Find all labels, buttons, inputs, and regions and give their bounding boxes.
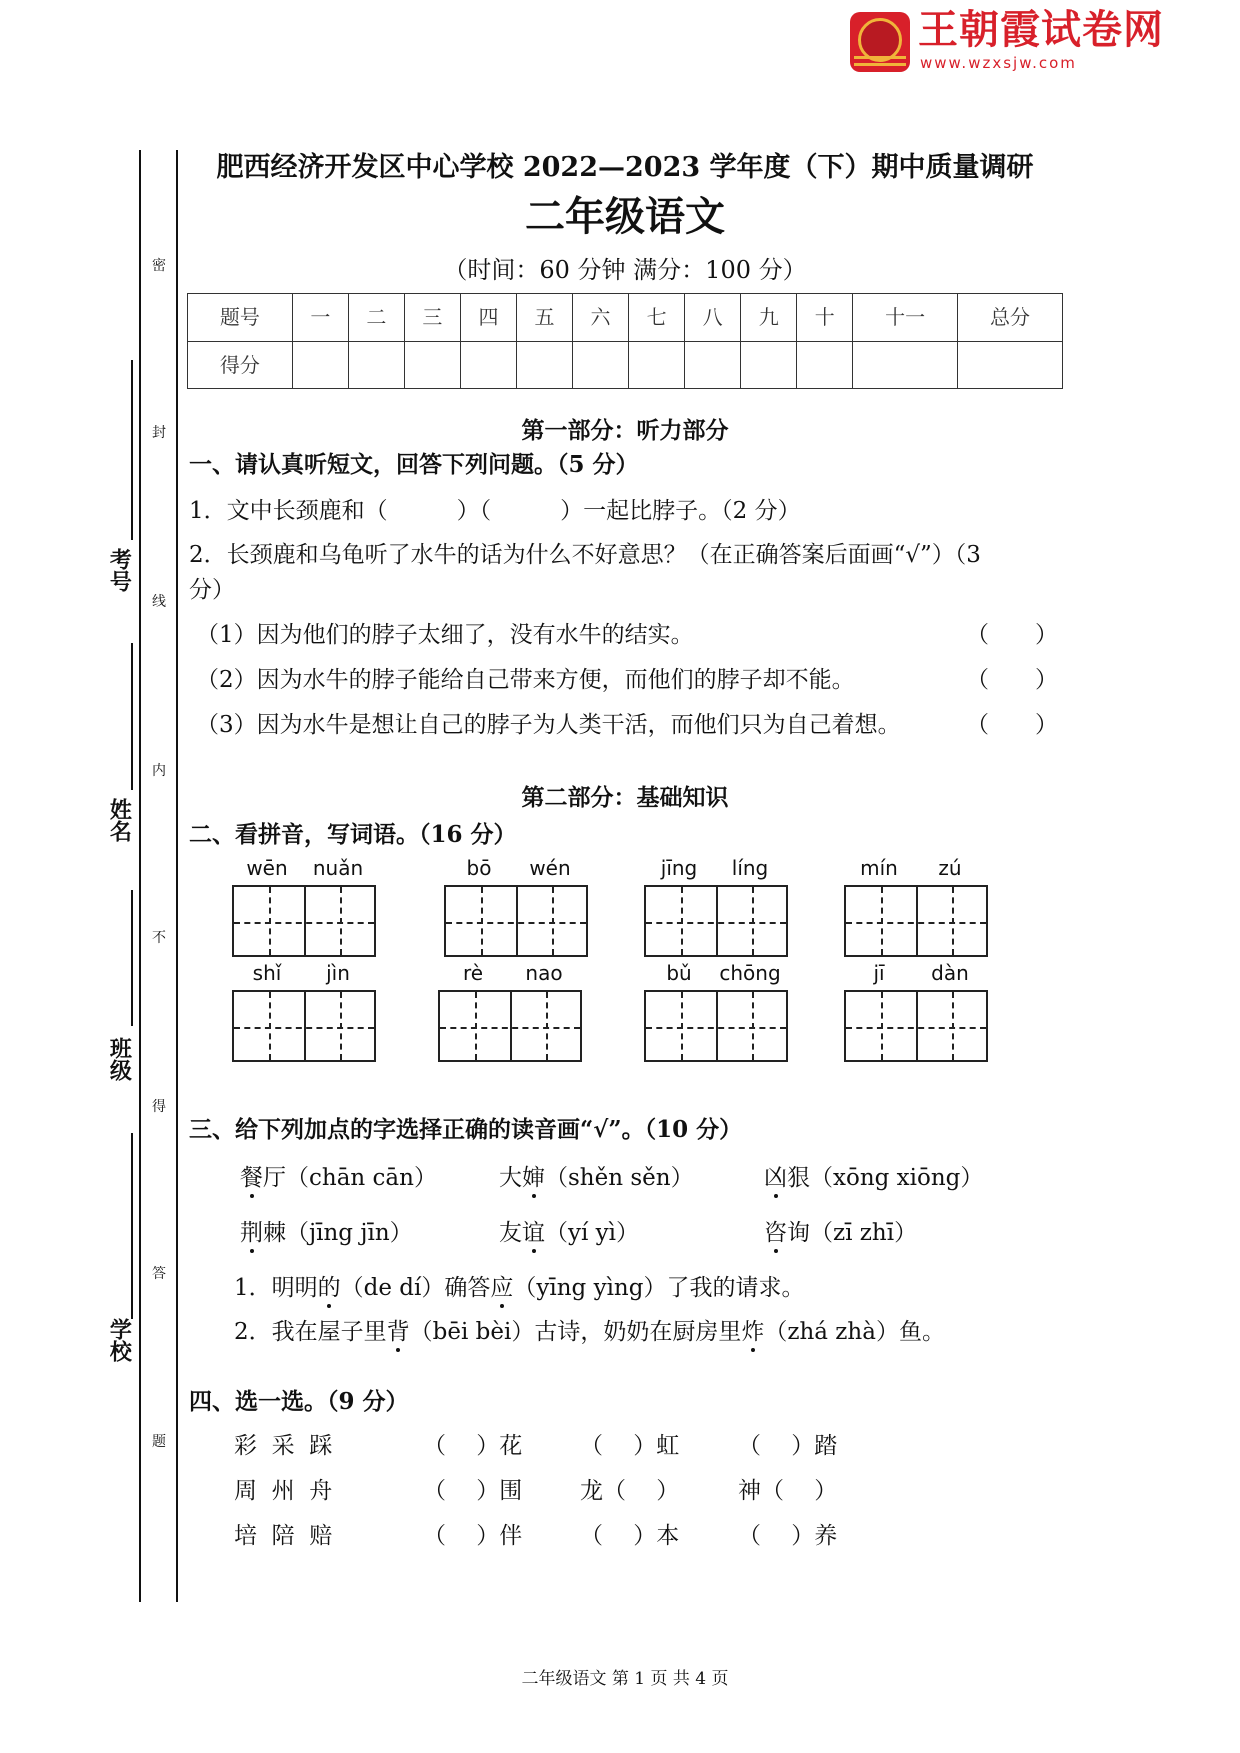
fill-blank[interactable]: （ ）本: [580, 1523, 680, 1549]
pinyin-label: shǐ: [252, 961, 282, 985]
score-table-header-row: [188, 294, 1063, 342]
option-2: （2）因为水牛的脖子能给自己带来方便，而他们的脖子却不能。: [196, 667, 855, 693]
score-table-header-cell: 一: [292, 294, 348, 342]
word-text: （shěn sěn）: [545, 1165, 694, 1191]
writing-box[interactable]: [644, 990, 788, 1062]
underline-exam-no: [131, 360, 133, 540]
question-1: 1．文中长颈鹿和（ ）（ ）一起比脖子。（2 分）: [189, 498, 801, 524]
sentence-text: （yīng yìng）了我的请求。: [513, 1275, 805, 1301]
word-text: 询（zī zhī）: [787, 1220, 918, 1246]
score-cell[interactable]: [797, 341, 853, 389]
writing-box[interactable]: [232, 990, 376, 1062]
section1-title: 一、请认真听短文，回答下列问题。（5 分）: [189, 451, 639, 478]
dotted-char: 咨: [764, 1220, 787, 1246]
pinyin-label: chōng: [719, 961, 781, 985]
fill-blank[interactable]: （ ）踏: [738, 1433, 838, 1459]
score-table-header-cell: 五: [516, 294, 572, 342]
seal-char: 封: [152, 425, 166, 441]
dotted-char: 谊: [522, 1220, 545, 1246]
pronunciation-item: [764, 1165, 983, 1193]
pinyin-label: wén: [529, 856, 571, 880]
score-table: [187, 293, 1063, 389]
underline-class: [131, 890, 133, 1026]
fill-blank[interactable]: （ ）围: [423, 1478, 523, 1504]
underline-name: [131, 643, 133, 790]
answer-paren[interactable]: （ ）: [966, 667, 1058, 693]
score-cell[interactable]: [741, 341, 797, 389]
score-cell[interactable]: [685, 341, 741, 389]
binding-line-inner: [176, 150, 178, 1602]
section2-title: 二、看拼音，写词语。（16 分）: [189, 821, 517, 848]
label-school: 学校: [106, 1318, 133, 1362]
dotted-char: 的: [317, 1275, 341, 1301]
fill-blank[interactable]: （ ）养: [738, 1523, 838, 1549]
seal-char: 内: [152, 763, 166, 779]
seal-char: 得: [152, 1099, 166, 1115]
writing-box[interactable]: [844, 885, 988, 957]
option-3: （3）因为水牛是想让自己的脖子为人类干活，而他们只为自己着想。: [196, 712, 901, 738]
score-cell[interactable]: [348, 341, 404, 389]
score-cell[interactable]: [292, 341, 348, 389]
word-text: 大: [499, 1165, 522, 1191]
word-text: （yí yì）: [545, 1220, 640, 1246]
score-table-header-cell: 六: [573, 294, 629, 342]
word-text: 狠（xōng xiōng）: [787, 1165, 984, 1191]
word-text: 棘（jīng jīn）: [263, 1220, 413, 1246]
pinyin-label: jī: [873, 961, 885, 985]
score-table-row-label: 得分: [188, 341, 293, 389]
writing-box[interactable]: [444, 885, 588, 957]
score-table-header-cell: 七: [629, 294, 685, 342]
part2-heading: 第二部分：基础知识: [521, 784, 729, 811]
dotted-char: 婶: [522, 1165, 545, 1191]
exam-subject: 二年级语文: [525, 193, 725, 240]
answer-paren[interactable]: （ ）: [966, 622, 1058, 648]
part1-heading: 第一部分：听力部分: [521, 417, 729, 444]
score-table-header-cell: 九: [741, 294, 797, 342]
score-table-header-cell: 十: [797, 294, 853, 342]
label-name: 姓名: [106, 798, 133, 842]
pronunciation-item: [240, 1165, 437, 1193]
site-logo: [850, 7, 1164, 74]
pinyin-label: nao: [525, 961, 563, 985]
score-table-header-cell: 二: [348, 294, 404, 342]
seal-char: 答: [152, 1266, 166, 1282]
score-cell[interactable]: [629, 341, 685, 389]
exam-time-info: （时间：60 分钟 满分：100 分）: [443, 256, 807, 284]
section3-title: 三、给下列加点的字选择正确的读音画“√”。（10 分）: [189, 1116, 743, 1143]
logo-name: 王朝霞试卷网: [918, 7, 1164, 53]
score-cell[interactable]: [573, 341, 629, 389]
word-text: 厅（chān cān）: [263, 1165, 437, 1191]
option-1: （1）因为他们的脖子太细了，没有水牛的结实。: [196, 622, 694, 648]
fill-blank[interactable]: 龙（ ）: [580, 1478, 680, 1504]
sentence-text: （zhá zhà）鱼。: [764, 1319, 945, 1345]
dotted-char: 餐: [240, 1165, 263, 1191]
sentence-text: （de dí）确答: [340, 1275, 491, 1301]
seal-char: 题: [152, 1434, 166, 1450]
fill-blank[interactable]: （ ）虹: [580, 1433, 680, 1459]
pinyin-label: zú: [938, 856, 962, 880]
score-table-header-cell: 十一: [853, 294, 958, 342]
writing-box[interactable]: [844, 990, 988, 1062]
writing-box[interactable]: [644, 885, 788, 957]
score-table-header-cell: 总分: [958, 294, 1063, 342]
score-cell[interactable]: [404, 341, 460, 389]
seal-char: 不: [152, 930, 166, 946]
pinyin-label: jìn: [326, 961, 350, 985]
label-exam-no: 考号: [106, 548, 133, 592]
logo-badge-icon: [850, 12, 910, 72]
score-cell[interactable]: [853, 341, 958, 389]
binding-line-outer: [139, 150, 141, 1602]
score-cell[interactable]: [958, 341, 1063, 389]
pronunciation-item: [764, 1220, 917, 1248]
choice-chars: 培 陪 赔: [234, 1523, 333, 1549]
sentence-text: 2．我在屋子里: [234, 1319, 387, 1345]
fill-blank[interactable]: 神（ ）: [738, 1478, 838, 1504]
question-2-cont: 分）: [189, 577, 235, 603]
seal-char: 密: [152, 258, 166, 274]
score-table-header-cell: 四: [460, 294, 516, 342]
answer-paren[interactable]: （ ）: [966, 712, 1058, 738]
choice-chars: 彩 采 踩: [234, 1433, 333, 1459]
label-class: 班级: [106, 1037, 133, 1081]
dotted-char: 应: [490, 1275, 514, 1301]
score-table-header-cell: 三: [404, 294, 460, 342]
score-cell[interactable]: [460, 341, 516, 389]
dotted-char: 荆: [240, 1220, 263, 1246]
pronunciation-item: [499, 1220, 639, 1248]
pinyin-label: nuǎn: [312, 856, 364, 880]
underline-school: [131, 1133, 133, 1319]
pronunciation-item: [499, 1165, 694, 1193]
dotted-char: 凶: [764, 1165, 787, 1191]
pinyin-label: líng: [731, 856, 769, 880]
logo-url: www.wzxsjw.com: [920, 54, 1077, 72]
score-table-header-cell: 八: [685, 294, 741, 342]
word-text: 友: [499, 1220, 522, 1246]
dotted-char: 背: [386, 1319, 410, 1345]
pinyin-label: bō: [466, 856, 492, 880]
pinyin-label: dàn: [931, 961, 969, 985]
pronunciation-sentence: [234, 1319, 945, 1347]
score-table-header-cell: 题号: [188, 294, 293, 342]
sentence-text: 1．明明: [234, 1275, 318, 1301]
pinyin-label: mín: [860, 856, 898, 880]
score-table-score-row: [188, 341, 1063, 389]
fill-blank[interactable]: （ ）伴: [423, 1523, 523, 1549]
choice-chars: 周 州 舟: [234, 1478, 333, 1504]
pronunciation-item: [240, 1220, 413, 1248]
pinyin-label: wēn: [246, 856, 288, 880]
question-2: 2．长颈鹿和乌龟听了水牛的话为什么不好意思？（在正确答案后面画“√”）（3: [189, 542, 981, 568]
writing-box[interactable]: [438, 990, 582, 1062]
dotted-char: 炸: [741, 1319, 765, 1345]
pronunciation-sentence: [234, 1275, 804, 1303]
writing-box[interactable]: [232, 885, 376, 957]
score-cell[interactable]: [516, 341, 572, 389]
pinyin-label: jīng: [660, 856, 698, 880]
section4-title: 四、选一选。（9 分）: [189, 1388, 409, 1415]
pinyin-label: bǔ: [666, 961, 692, 985]
pinyin-label: rè: [462, 961, 484, 985]
exam-title: 肥西经济开发区中心学校 2022—2023 学年度（下）期中质量调研: [216, 152, 1034, 183]
sentence-text: （bēi bèi）古诗，奶奶在厨房里: [409, 1319, 742, 1345]
seal-char: 线: [152, 594, 166, 610]
fill-blank[interactable]: （ ）花: [423, 1433, 523, 1459]
page-footer: 二年级语文 第 1 页 共 4 页: [521, 1669, 729, 1689]
